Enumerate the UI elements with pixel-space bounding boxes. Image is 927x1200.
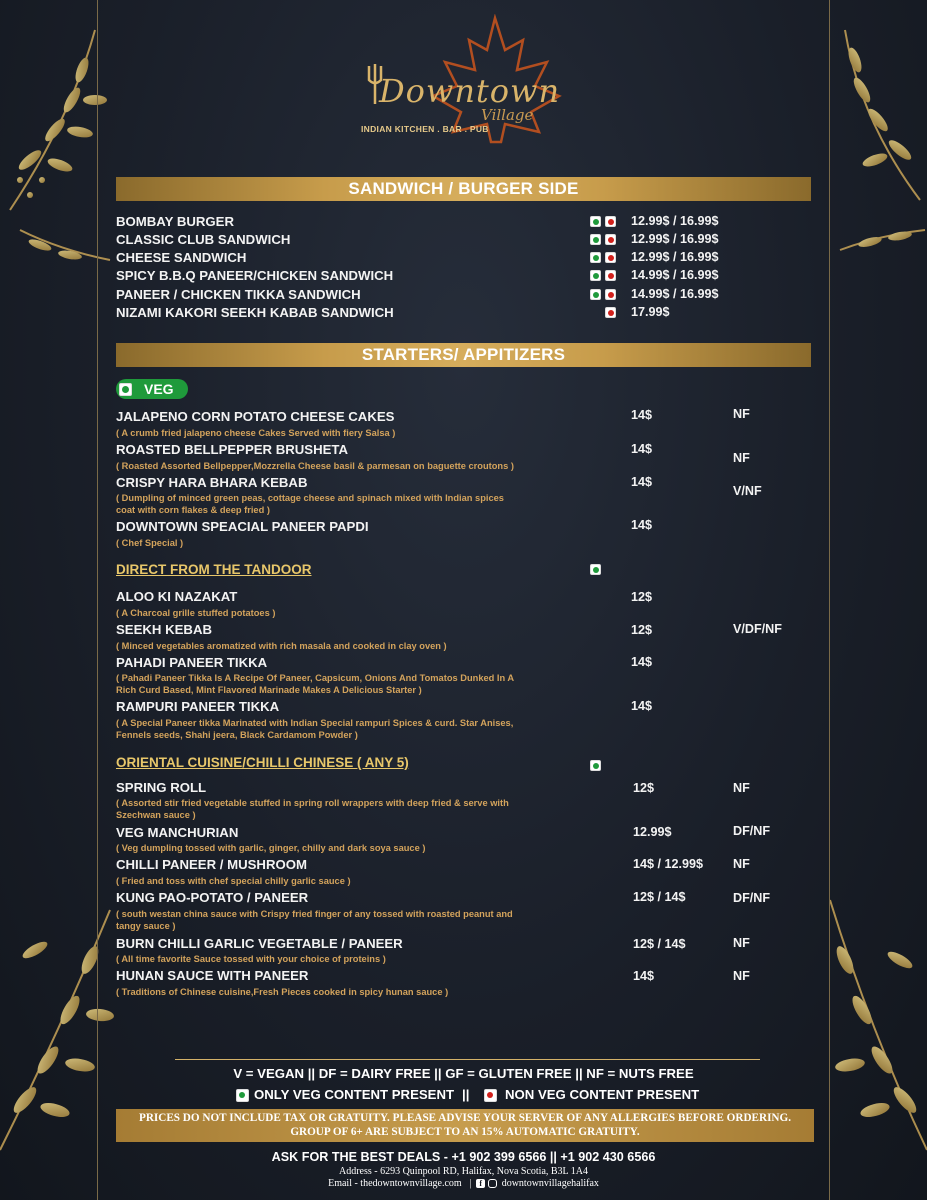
email: Email - thedowntownvillage.com <box>328 1178 462 1189</box>
diet-tag: NF <box>733 781 750 795</box>
instagram-icon <box>488 1179 497 1188</box>
menu-item-description: ( A crumb fried jalapeno cheese Cakes Served with fiery Salsa ) <box>116 428 396 438</box>
non-veg-icon <box>605 234 616 245</box>
menu-item-name: DOWNTOWN SPEACIAL PANEER PAPDI <box>116 519 369 534</box>
brand-name: Downtown <box>379 72 561 110</box>
menu-item-price: 14$ <box>631 475 653 489</box>
veg-icon <box>590 760 601 771</box>
menu-item-price: 12.99$ / 16.99$ <box>631 250 719 264</box>
menu-item-price: 12.99$ / 16.99$ <box>631 214 719 228</box>
veg-icon <box>590 564 601 575</box>
menu-item-name: CHEESE SANDWICH <box>116 250 247 265</box>
notice-line-2: GROUP OF 6+ ARE SUBJECT TO AN 15% AUTOMATIC GRATUITY. <box>290 1126 640 1138</box>
menu-item-description: ( Fried and toss with chef special chilly garlic sauce ) <box>116 876 351 886</box>
menu-item-description: ( Assorted stir fried vegetable stuffed in spring roll wrappers with deep fried & serve with Szechwan sauce ) <box>116 798 509 820</box>
menu-item-description: ( All time favorite Sauce tossed with your choice of proteins ) <box>116 954 386 964</box>
menu-item-price: 12$ <box>631 623 653 637</box>
menu-item-name: CLASSIC CLUB SANDWICH <box>116 232 291 247</box>
menu-item-price: 14$ <box>633 969 655 983</box>
veg-icon <box>119 383 132 396</box>
menu-item-name: PANEER / CHICKEN TIKKA SANDWICH <box>116 287 361 302</box>
section-title-sandwich: SANDWICH / BURGER SIDE <box>116 177 811 201</box>
menu-item-name: JALAPENO CORN POTATO CHEESE CAKES <box>116 409 395 424</box>
diet-tag: V/NF <box>733 484 762 498</box>
subsection-title-oriental: ORIENTAL CUISINE/CHILLI CHINESE ( ANY 5) <box>116 755 409 770</box>
menu-item-description: ( A Charcoal grille stuffed potatoes ) <box>116 608 276 618</box>
menu-item-name: CRISPY HARA BHARA KEBAB <box>116 475 308 490</box>
menu-item-price: 12$ <box>633 781 655 795</box>
menu-item-name: ROASTED BELLPEPPER BRUSHETA <box>116 442 349 457</box>
veg-legend-label: ONLY VEG CONTENT PRESENT <box>254 1087 455 1102</box>
menu-item-price: 14.99$ / 16.99$ <box>631 268 719 282</box>
non-veg-icon <box>484 1089 497 1102</box>
veg-icon <box>590 289 601 300</box>
facebook-icon: f <box>476 1179 485 1188</box>
gratuity-notice <box>116 1109 814 1142</box>
menu-item-description: ( Traditions of Chinese cuisine,Fresh Pieces cooked in spicy hunan sauce ) <box>116 987 449 997</box>
menu-item-name: CHILLI PANEER / MUSHROOM <box>116 857 307 872</box>
menu-item-description: ( Roasted Assorted Bellpepper,Mozzrella Cheese basil & parmesan on baguette croutons ) <box>116 461 514 471</box>
brand-sub: Village <box>481 106 534 124</box>
menu-item-name: NIZAMI KAKORI SEEKH KABAB SANDWICH <box>116 305 394 320</box>
non-veg-icon <box>605 216 616 227</box>
menu-item-price: 12$ <box>631 590 653 604</box>
veg-badge-label: VEG <box>144 381 174 397</box>
menu-item-description: ( Minced vegetables aromatized with rich masala and cooked in clay oven ) <box>116 641 447 651</box>
brand-logo <box>355 14 575 144</box>
section-title-starters: STARTERS/ APPITIZERS <box>116 343 811 367</box>
menu-item-price: 14$ <box>631 655 653 669</box>
menu-item-name: BOMBAY BURGER <box>116 214 234 229</box>
menu-item-description: ( Dumpling of minced green peas, cottage cheese and spinach mixed with Indian spices coat with corn flakes & deep fried ) <box>116 493 504 515</box>
veg-icon <box>590 270 601 281</box>
diet-tag: DF/NF <box>733 891 771 905</box>
non-veg-icon <box>605 252 616 263</box>
menu-item-name: SPRING ROLL <box>116 780 207 795</box>
social-handle: downtownvillagehalifax <box>501 1178 599 1189</box>
menu-item-description: ( south westan china sauce with Crispy fried finger of any tossed with roasted peanut and tangy sauce ) <box>116 909 513 931</box>
contact-line <box>0 1178 927 1189</box>
veg-icon <box>590 252 601 263</box>
menu-item-name: VEG MANCHURIAN <box>116 825 239 840</box>
menu-item-name: BURN CHILLI GARLIC VEGETABLE / PANEER <box>116 936 403 951</box>
notice-line-1: PRICES DO NOT INCLUDE TAX OR GRATUITY. PLEASE ADVISE YOUR SERVER OF ANY ALLERGIES BEFORE ORDERING. <box>138 1112 792 1124</box>
menu-item-name: PAHADI PANEER TIKKA <box>116 655 268 670</box>
veg-badge <box>116 379 188 399</box>
menu-item-price: 14$ <box>631 408 653 422</box>
diet-tag: V/DF/NF <box>733 622 782 636</box>
menu-item-price: 14$ <box>631 699 653 713</box>
diet-tag: NF <box>733 407 750 421</box>
frame-line-left <box>97 0 98 1200</box>
menu-item-price: 14$ <box>631 442 653 456</box>
non-veg-icon <box>605 307 616 318</box>
contact-separator: | <box>469 1178 472 1189</box>
veg-icon <box>236 1089 249 1102</box>
menu-item-description: ( Veg dumpling tossed with garlic, ginger, chilly and dark soya sauce ) <box>116 843 426 853</box>
menu-item-description: ( A Special Paneer tikka Marinated with Indian Special rampuri Spices & curd. Star Anises, Fennels seeds, Shahi jeera, Black Cardamom Powder ) <box>116 718 514 740</box>
menu-item-price: 14$ / 12.99$ <box>633 857 704 871</box>
phone-deals: ASK FOR THE BEST DEALS - +1 902 399 6566 || +1 902 430 6566 <box>271 1150 656 1164</box>
non-veg-icon <box>605 289 616 300</box>
diet-tag: NF <box>733 969 750 983</box>
nonveg-legend-label: NON VEG CONTENT PRESENT <box>505 1087 700 1102</box>
veg-icon <box>590 234 601 245</box>
menu-item-name: HUNAN SAUCE WITH PANEER <box>116 968 309 983</box>
subsection-title-tandoor: DIRECT FROM THE TANDOOR <box>116 562 312 577</box>
menu-item-name: KUNG PAO-POTATO / PANEER <box>116 890 309 905</box>
menu-item-name: ALOO KI NAZAKAT <box>116 589 238 604</box>
diet-tag: NF <box>733 451 750 465</box>
address: Address - 6293 Quinpool RD, Halifax, Nova Scotia, B3L 1A4 <box>338 1166 589 1177</box>
legend-divider <box>175 1059 760 1060</box>
dietary-legend: V = VEGAN || DF = DAIRY FREE || GF = GLUTEN FREE || NF = NUTS FREE <box>233 1066 694 1081</box>
menu-item-price: 17.99$ <box>631 305 670 319</box>
menu-item-description: ( Pahadi Paneer Tikka Is A Recipe Of Paneer, Capsicum, Onions And Tomatos Dunked In A Rich Curd Based, Mint Flavored Marinade Makes A Delicious Starter ) <box>116 673 514 695</box>
diet-tag: DF/NF <box>733 824 771 838</box>
non-veg-icon <box>605 270 616 281</box>
diet-tag: NF <box>733 857 750 871</box>
menu-item-price: 14.99$ / 16.99$ <box>631 287 719 301</box>
menu-item-price: 14$ <box>631 518 653 532</box>
menu-item-price: 12$ / 14$ <box>633 890 686 904</box>
veg-icon <box>590 216 601 227</box>
menu-item-name: RAMPURI PANEER TIKKA <box>116 699 280 714</box>
menu-item-price: 12.99$ <box>633 825 672 839</box>
menu-item-name: SPICY B.B.Q PANEER/CHICKEN SANDWICH <box>116 268 394 283</box>
frame-line-right <box>829 0 830 1200</box>
brand-tagline: INDIAN KITCHEN . BAR . PUB <box>361 124 489 134</box>
menu-item-name: SEEKH KEBAB <box>116 622 212 637</box>
diet-tag: NF <box>733 936 750 950</box>
menu-item-price: 12$ / 14$ <box>633 937 686 951</box>
menu-item-price: 12.99$ / 16.99$ <box>631 232 719 246</box>
menu-item-description: ( Chef Special ) <box>116 538 184 548</box>
legend-separator: || <box>462 1087 470 1102</box>
